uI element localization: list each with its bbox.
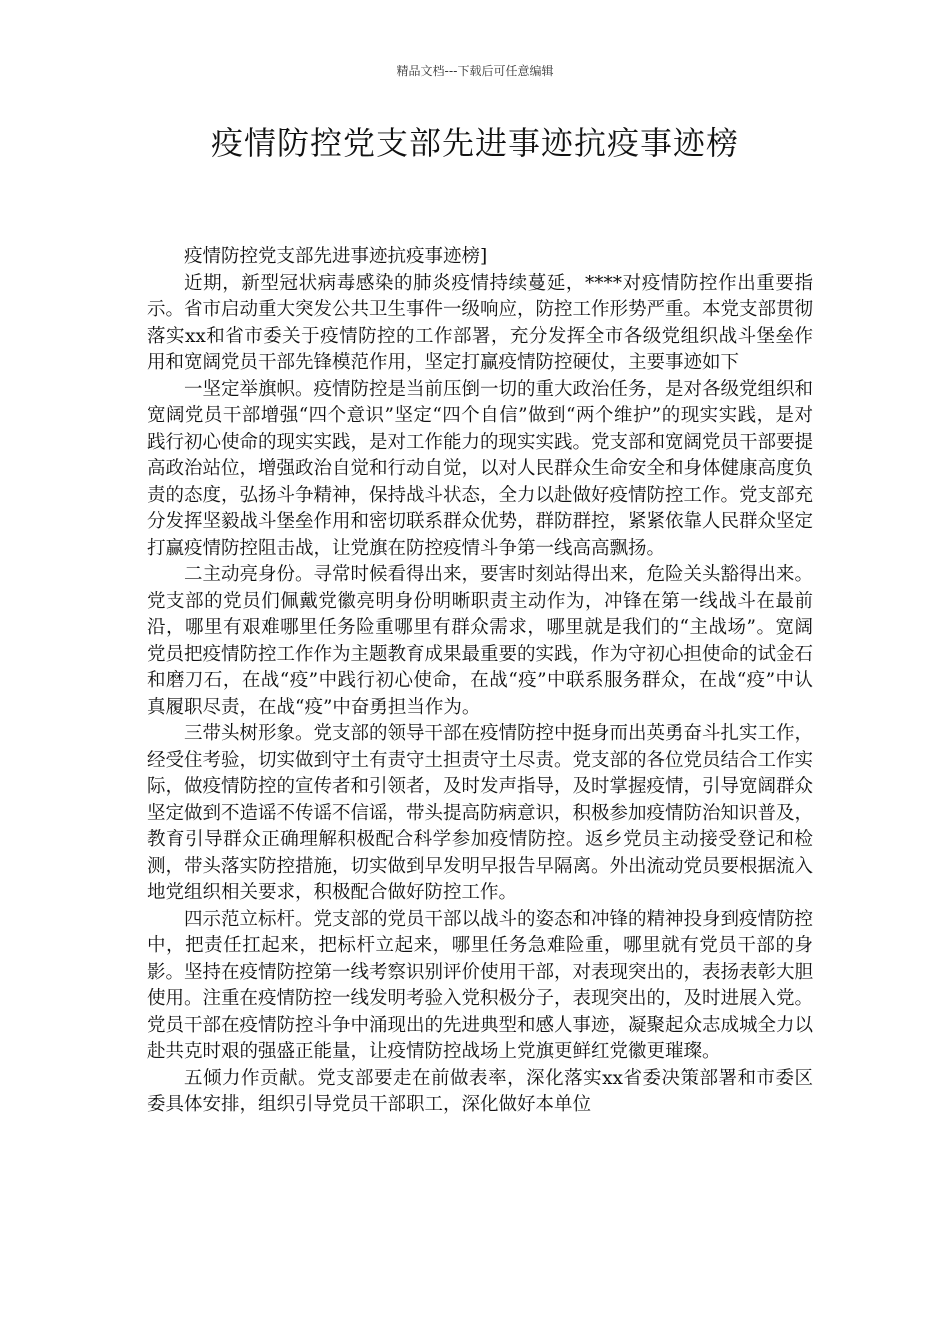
paragraph-section-2: 二主动亮身份。寻常时候看得出来，要害时刻站得出来，危险关头豁得出来。党支部的党员们佩戴党徽亮明身份明晰职责主动作为，冲锋在第一线战斗在最前沿，哪里有艰难哪里任务险重哪里有群众需求，哪里就是我们的“主战场”。宽阔党员把疫情防控工作作为主题教育成果最重要的实践，作为守初心担使命的试金石和磨刀石，在战“疫”中践行初心使命，在战“疫”中联系服务群众，在战“疫”中认真履职尽责，在战“疫”中奋勇担当作为。 xyxy=(147,564,814,718)
document-body xyxy=(147,244,813,1119)
paragraph-section-5: 五倾力作贡献。党支部要走在前做表率，深化落实xx省委决策部署和市委区委具体安排，组织引导党员干部职工，深化做好本单位 xyxy=(147,1067,813,1115)
paragraph-section-4: 四示范立标杆。党支部的党员干部以战斗的姿态和冲锋的精神投身到疫情防控中，把责任扛起来，把标杆立起来，哪里任务急难险重，哪里就有党员干部的身影。坚持在疫情防控第一线考察识别评价使用干部，对表现突出的，表扬表彰大胆使用。注重在疫情防控一线发明考验入党积极分子，表现突出的，及时进展入党。党员干部在疫情防控斗争中涌现出的先进典型和感人事迹，凝聚起众志成城全力以赴共克时艰的强盛正能量，让疫情防控战场上党旗更鲜红党徽更璀璨。 xyxy=(147,908,814,1062)
header-note: 精品文档---下载后可任意编辑 xyxy=(396,64,554,78)
paragraph-section-1: 一坚定举旗帜。疫情防控是当前压倒一切的重大政治任务，是对各级党组织和宽阔党员干部增强“四个意识”坚定“四个自信”做到“两个维护”的现实实践，是对践行初心使命的现实实践，是对工作能力的现实实践。党支部和宽阔党员干部要提高政治站位，增强政治自觉和行动自觉，以对人民群众生命安全和身体健康高度负责的态度，弘扬斗争精神，保持战斗状态，全力以赴做好疫情防控工作。党支部充分发挥坚毅战斗堡垒作用和密切联系群众优势，群防群控，紧紧依靠人民群众坚定打赢疫情防控阻击战，让党旗在防控疫情斗争第一线高高飘扬。 xyxy=(147,378,814,559)
paragraph-section-3: 三带头树形象。党支部的领导干部在疫情防控中挺身而出英勇奋斗扎实工作，经受住考验，切实做到守土有责守土担责守土尽责。党支部的各位党员结合工作实际，做疫情防控的宣传者和引领者，及时发声指导，及时掌握疫情，引导宽阔群众坚定做到不造谣不传谣不信谣，带头提高防病意识，积极参加疫情防治知识普及，教育引导群众正确理解积极配合科学参加疫情防控。返乡党员主动接受登记和检测，带头落实防控措施，切实做到早发明早报告早隔离。外出流动党员要根据流入地党组织相关要求，积极配合做好防控工作。 xyxy=(147,723,814,903)
paragraph-intro: 近期，新型冠状病毒感染的肺炎疫情持续蔓延，****对疫情防控作出重要指示。省市启动重大突发公共卫生事件一级响应，防控工作形势严重。本党支部贯彻落实xx和省市委关于疫情防控的工作部署，充分发挥全市各级党组织战斗堡垒作用和宽阔党员干部先锋模范作用，坚定打赢疫情防控硬仗，主要事迹如下 xyxy=(147,272,814,373)
paragraph-intro-title: 疫情防控党支部先进事迹抗疫事迹榜] xyxy=(184,246,488,267)
document-title: 疫情防控党支部先进事迹抗疫事迹榜 xyxy=(210,124,739,162)
